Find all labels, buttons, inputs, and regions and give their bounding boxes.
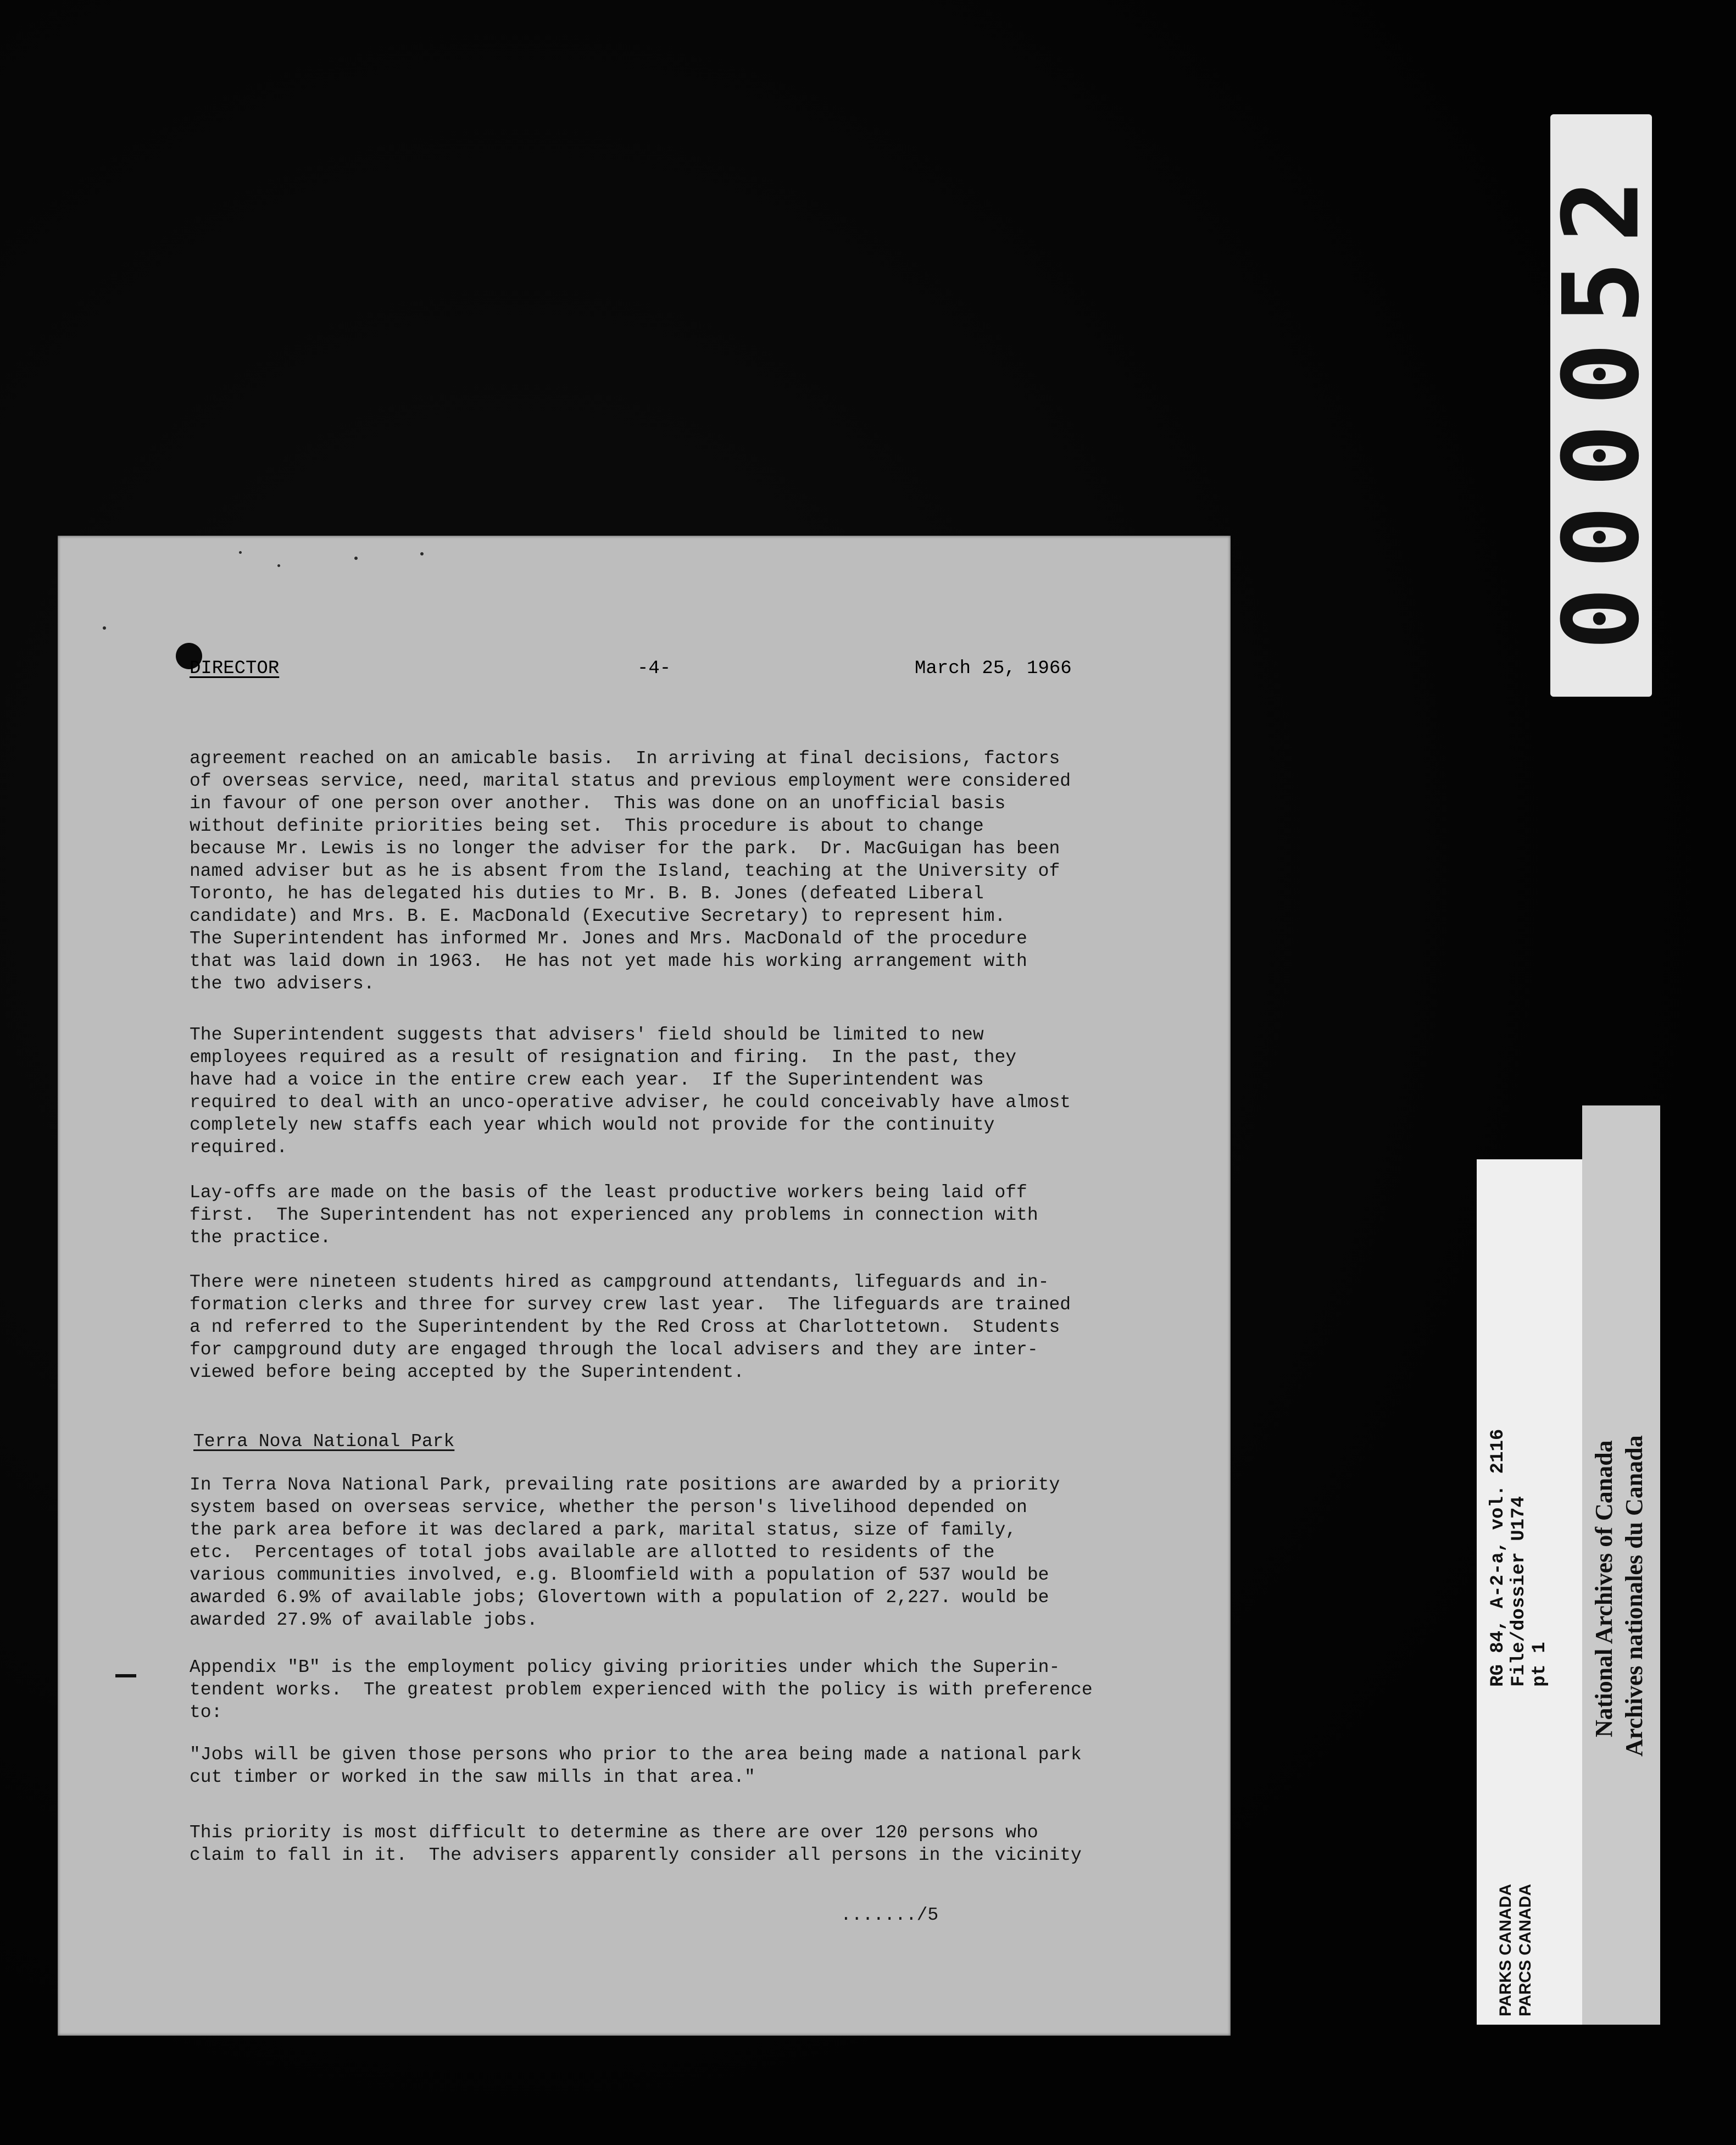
dust-speck [103, 626, 106, 630]
dust-speck [239, 551, 242, 554]
archive-reference-line: File/dossier U174 [1509, 1496, 1529, 1687]
frame-number-strip [1540, 114, 1662, 697]
body-paragraph: This priority is most difficult to determine as there are over 120 persons who claim to fall in it. The advisers apparently consider all persons in the vicinity [190, 1822, 1082, 1865]
margin-mark [115, 1674, 136, 1677]
section-heading: Terra Nova National Park [193, 1431, 455, 1452]
dust-speck [277, 564, 280, 567]
archive-reference-line: pt 1 [1529, 1642, 1550, 1687]
agency-name: PARKS CANADA [1496, 1883, 1515, 2016]
agency-name: PARCS CANADA [1516, 1883, 1534, 2016]
institution-name: Archives nationales du Canada [1621, 1435, 1648, 1757]
institution-name: National Archives of Canada [1590, 1440, 1617, 1737]
body-paragraph: agreement reached on an amicable basis. In arriving at final decisions, factors of overseas service, need, marital status and previous employment were considered in favour of one person over another. This was done on an unofficial basis without definite priorities being set. This procedure is about to change because Mr. Lewis is no longer the adviser for the park. Dr. MacGuigan has been named adviser but as he is absent from the Island, teaching at the University of Toronto, he has delegated his duties to Mr. B. B. Jones (defeated Liberal candidate) and Mrs. B. E. MacDonald (Executive Secretary) to represent him. The Superintendent has informed Mr. Jones and Mrs. MacDonald of the procedure that was laid down in 1963. He has not yet made his working arrangement with the two advisers. [190, 748, 1071, 994]
quoted-policy: "Jobs will be given those persons who prior to the area being made a national park cut timber or worked in the saw mills in that area." [190, 1744, 1082, 1787]
memo-addressee: DIRECTOR [190, 658, 280, 679]
body-paragraph: Lay-offs are made on the basis of the least productive workers being laid off first. The Superintendent has not experienced any problems in connection with the practice. [190, 1182, 1038, 1248]
page-number: -4- [637, 658, 671, 679]
body-paragraph: The Superintendent suggests that advisers' field should be limited to new employees required as a result of resignation and firing. In the past, they have had a voice in the entire crew each year. If the Superintendent was required to deal with an unco-operative adviser, he could conceivably have almost completely new staffs each year which would not provide for the continuity required. [190, 1025, 1071, 1158]
dust-speck [420, 552, 424, 555]
continuation-marker: ......./5 [841, 1905, 939, 1925]
memo-date: March 25, 1966 [915, 658, 1072, 679]
body-paragraph: There were nineteen students hired as campground attendants, lifeguards and in- formation clerks and three for survey crew last year. The lifeguards are trained a nd referred to the Superintendent by the Red Cross at Charlottetown. Students for campground duty are engaged through the local advisers and they are inter- viewed before being accepted by the Superintendent. [190, 1272, 1071, 1382]
dust-speck [354, 557, 358, 560]
memo-header [190, 658, 1123, 683]
archive-institution-label [1582, 1105, 1660, 2025]
body-paragraph: In Terra Nova National Park, prevailing rate positions are awarded by a priority system based on overseas service, whether the person's livelihood depended on the park area before it was declared a park, marital status, size of family, etc. Percentages of total jobs available are allotted to residents of the various communities involved, e.g. Bloomfield with a population of 537 would be awarded 6.9% of available jobs; Glovertown with a population of 2,227. would be awarded 27.9% of available jobs. [190, 1475, 1060, 1630]
frame-number: 000052 [1540, 160, 1662, 651]
archive-label [1477, 1159, 1582, 2025]
body-paragraph: Appendix "B" is the employment policy giving priorities under which the Superin- tendent works. The greatest problem experienced with the policy is with preference to: [190, 1657, 1093, 1722]
archive-reference-line: RG 84, A-2-a, vol. 2116 [1488, 1429, 1509, 1687]
